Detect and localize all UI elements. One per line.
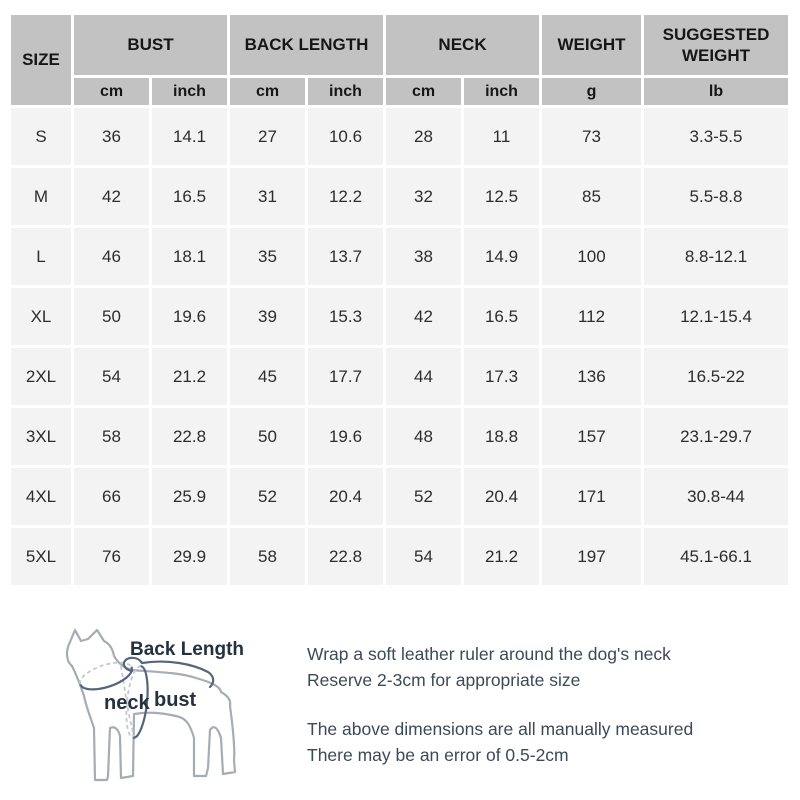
cell-back-cm: 58 <box>230 528 305 585</box>
cell-bust-inch: 19.6 <box>152 288 227 345</box>
cell-neck-cm: 32 <box>386 168 461 225</box>
cell-back-inch: 22.8 <box>308 528 383 585</box>
cell-neck-cm: 52 <box>386 468 461 525</box>
table-row <box>11 408 788 465</box>
header-neck: NECK <box>386 15 539 75</box>
cell-back-inch: 12.2 <box>308 168 383 225</box>
subheader-back-inch: inch <box>308 78 383 105</box>
cell-size: M <box>11 168 71 225</box>
subheader-neck-cm: cm <box>386 78 461 105</box>
subheader-suggested-lb: lb <box>644 78 788 105</box>
cell-back-inch: 10.6 <box>308 108 383 165</box>
cell-bust-cm: 36 <box>74 108 149 165</box>
header-suggested-weight: SUGGESTED WEIGHT <box>644 15 788 75</box>
cell-neck-inch: 18.8 <box>464 408 539 465</box>
cell-back-cm: 50 <box>230 408 305 465</box>
note-line: The above dimensions are all manually measured <box>307 719 694 739</box>
neck-label: neck <box>104 692 150 714</box>
cell-suggested-lb: 3.3-5.5 <box>644 108 788 165</box>
cell-neck-cm: 42 <box>386 288 461 345</box>
note-line: Reserve 2-3cm for appropriate size <box>307 670 581 690</box>
note-line: There may be an error of 0.5-2cm <box>307 745 569 765</box>
cell-size: S <box>11 108 71 165</box>
cell-bust-inch: 25.9 <box>152 468 227 525</box>
cell-bust-cm: 42 <box>74 168 149 225</box>
cell-neck-inch: 20.4 <box>464 468 539 525</box>
cell-suggested-lb: 45.1-66.1 <box>644 528 788 585</box>
header-weight: WEIGHT <box>542 15 641 75</box>
cell-neck-inch: 12.5 <box>464 168 539 225</box>
cell-weight-g: 171 <box>542 468 641 525</box>
cell-back-cm: 39 <box>230 288 305 345</box>
cell-neck-cm: 48 <box>386 408 461 465</box>
table-row <box>11 528 788 585</box>
cell-neck-inch: 21.2 <box>464 528 539 585</box>
cell-neck-inch: 17.3 <box>464 348 539 405</box>
cell-suggested-lb: 16.5-22 <box>644 348 788 405</box>
cell-size: 3XL <box>11 408 71 465</box>
cell-neck-cm: 28 <box>386 108 461 165</box>
cell-back-inch: 15.3 <box>308 288 383 345</box>
cell-bust-cm: 66 <box>74 468 149 525</box>
cell-back-cm: 31 <box>230 168 305 225</box>
cell-weight-g: 73 <box>542 108 641 165</box>
table-row <box>11 468 788 525</box>
cell-neck-inch: 14.9 <box>464 228 539 285</box>
cell-bust-cm: 50 <box>74 288 149 345</box>
cell-weight-g: 85 <box>542 168 641 225</box>
header-back-length: BACK LENGTH <box>230 15 383 75</box>
cell-back-cm: 45 <box>230 348 305 405</box>
header-row-units <box>11 78 788 105</box>
cell-neck-cm: 54 <box>386 528 461 585</box>
cell-bust-inch: 14.1 <box>152 108 227 165</box>
table-row <box>11 288 788 345</box>
cell-weight-g: 100 <box>542 228 641 285</box>
cell-back-inch: 17.7 <box>308 348 383 405</box>
cell-size: 2XL <box>11 348 71 405</box>
cell-bust-inch: 18.1 <box>152 228 227 285</box>
subheader-bust-inch: inch <box>152 78 227 105</box>
cell-bust-cm: 54 <box>74 348 149 405</box>
cell-bust-inch: 21.2 <box>152 348 227 405</box>
cell-weight-g: 136 <box>542 348 641 405</box>
cell-bust-inch: 29.9 <box>152 528 227 585</box>
table-row <box>11 348 788 405</box>
cell-neck-cm: 44 <box>386 348 461 405</box>
subheader-neck-inch: inch <box>464 78 539 105</box>
table-row <box>11 228 788 285</box>
size-chart-table <box>8 12 791 588</box>
note-line: Wrap a soft leather ruler around the dog's neck <box>307 644 671 664</box>
cell-size: 4XL <box>11 468 71 525</box>
cell-bust-cm: 58 <box>74 408 149 465</box>
bust-label: bust <box>154 689 197 711</box>
cell-weight-g: 197 <box>542 528 641 585</box>
cell-back-cm: 52 <box>230 468 305 525</box>
cell-bust-cm: 46 <box>74 228 149 285</box>
cell-back-inch: 19.6 <box>308 408 383 465</box>
subheader-weight-g: g <box>542 78 641 105</box>
cell-back-cm: 27 <box>230 108 305 165</box>
cell-suggested-lb: 30.8-44 <box>644 468 788 525</box>
table-row <box>11 168 788 225</box>
cell-neck-inch: 11 <box>464 108 539 165</box>
cell-weight-g: 112 <box>542 288 641 345</box>
cell-neck-cm: 38 <box>386 228 461 285</box>
dog-measurement-diagram <box>18 608 288 800</box>
header-size: SIZE <box>11 15 71 105</box>
note-paragraph-1 <box>307 641 767 693</box>
cell-bust-cm: 76 <box>74 528 149 585</box>
cell-size: 5XL <box>11 528 71 585</box>
cell-neck-inch: 16.5 <box>464 288 539 345</box>
measurement-notes <box>307 641 767 768</box>
header-row-groups <box>11 15 788 75</box>
header-bust: BUST <box>74 15 227 75</box>
subheader-bust-cm: cm <box>74 78 149 105</box>
cell-back-inch: 13.7 <box>308 228 383 285</box>
cell-size: XL <box>11 288 71 345</box>
cell-back-cm: 35 <box>230 228 305 285</box>
subheader-back-cm: cm <box>230 78 305 105</box>
cell-suggested-lb: 5.5-8.8 <box>644 168 788 225</box>
back-length-label: Back Length <box>130 639 245 660</box>
cell-suggested-lb: 23.1-29.7 <box>644 408 788 465</box>
note-paragraph-2 <box>307 716 767 768</box>
cell-suggested-lb: 12.1-15.4 <box>644 288 788 345</box>
table-row <box>11 108 788 165</box>
cell-bust-inch: 16.5 <box>152 168 227 225</box>
cell-size: L <box>11 228 71 285</box>
cell-back-inch: 20.4 <box>308 468 383 525</box>
cell-weight-g: 157 <box>542 408 641 465</box>
cell-suggested-lb: 8.8-12.1 <box>644 228 788 285</box>
cell-bust-inch: 22.8 <box>152 408 227 465</box>
